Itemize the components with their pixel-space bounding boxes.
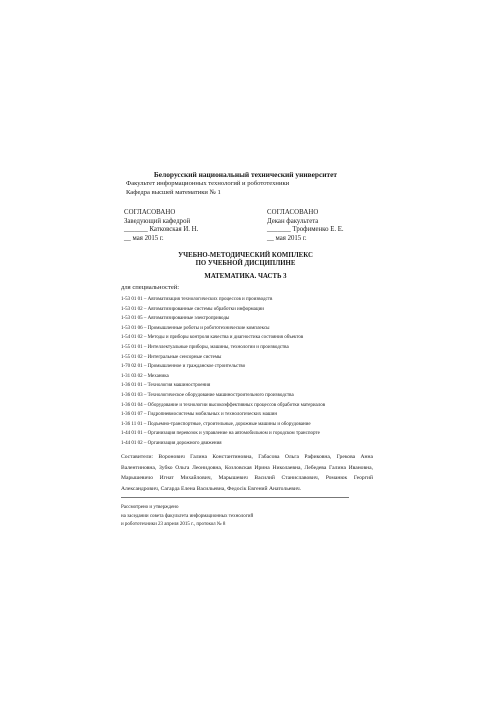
specialty-item: 1-53 01 06 – Промышленные роботы и робототехнические комплексы (121, 325, 270, 331)
approval-note-line: на заседании совета факультета информационных технологий (121, 513, 254, 519)
approval-heading: СОГЛАСОВАНО (124, 209, 176, 216)
specialty-item: 1-55 01 01 – Интеллектуальные приборы, машины, технологии и производства (121, 344, 289, 350)
approval-block-right (267, 209, 344, 243)
approval-date: __ мая 2015 г. (124, 234, 164, 242)
specialty-item: 1-53 01 05 – Автоматизированные электроприводы (121, 316, 230, 322)
specialty-item: 1-36 01 07 – Гидропневмосистемы мобильных и технологических машин (121, 412, 278, 418)
specialty-item: 1-53 01 02 – Автоматизированные системы обработки информации (121, 306, 264, 312)
faculty-name: Факультет информационных технологий и робототехники (126, 180, 290, 187)
university-name: Белорусский национальный технический университет (153, 170, 338, 179)
document-header (126, 180, 289, 197)
specialty-item: 1-54 01 02 – Методы и приборы контроля качества и диагностика состояния объектов (121, 335, 304, 341)
subject-title: МАТЕМАТИКА. ЧАСТЬ 3 (204, 273, 287, 280)
specialty-item: 1-36 01 03 – Технологическое оборудование машиностроительного производства (121, 392, 294, 398)
specialty-item: 1-36 11 01 – Подъемно-транспортные, строительные, дорожные машины и оборудование (121, 421, 311, 427)
approval-date: __ мая 2015 г. (267, 234, 307, 242)
approval-block-left (124, 209, 198, 243)
specialties-list (121, 295, 381, 449)
approval-role: Декан факультета (267, 217, 319, 225)
title-line-1: УЧЕБНО-МЕТОДИЧЕСКИЙ КОМПЛЕКС (178, 252, 313, 259)
specialty-item: 1-44 01 02 – Организация дорожного движения (121, 440, 222, 446)
specialties-label: для специальностей: (121, 284, 180, 291)
approval-note-line: и робототехники 23 апреля 2015 г., протокол № 8 (121, 522, 226, 528)
approval-note-line: Рассмотрено и утверждено (121, 505, 179, 510)
section-divider (121, 497, 349, 498)
title-line-2: ПО УЧЕБНОЙ ДИСЦИПЛИНЕ (195, 260, 296, 268)
specialty-item: 1-53 01 01 – Автоматизация технологических процессов и производств (121, 297, 273, 302)
document-title (0, 252, 491, 269)
department-name: Кафедра высшей математики № 1 (126, 188, 221, 196)
approval-heading: СОГЛАСОВАНО (267, 209, 319, 216)
approval-note (121, 504, 253, 530)
specialty-item: 1-44 01 01 – Организация перевозок и управление на автомобильном и городском транспорте (121, 431, 320, 437)
specialty-item: 1-36 01 04 – Оборудование и технологии высокоэффективных процессов обработки материалов (121, 402, 326, 408)
approval-signature: _______ Катковская И. Н. (124, 226, 199, 234)
approval-role: Заведующий кафедрой (124, 217, 191, 225)
specialty-item: 1-36 01 01 – Технология машиностроения (121, 383, 211, 389)
specialty-item: 1-70 02 01 – Промышленное и гражданское строительство (121, 364, 246, 370)
specialty-item: 1-31 03 02 – Механика (121, 373, 169, 379)
authors-paragraph: Составители: Воронович Галина Константиновна, Габасова Ольга Рафиковна, Грекова Анна Валентиновна, Зубко Ольга Леонидовна, Козловская Ирина Николаевна, Лебедева Галина Ивановна, Марышевичо Игнат Михайлович, Марышевич Василий Станиславович, Романюк Георгий Александрович, Сагарда Елена Васильевна, Федосік Евгений Анатольевич. (121, 454, 373, 492)
approval-signature: _______ Трофименко Е. Е. (267, 226, 344, 234)
specialty-item: 1-55 01 02 – Интегральные сенсорные системы (121, 354, 222, 360)
